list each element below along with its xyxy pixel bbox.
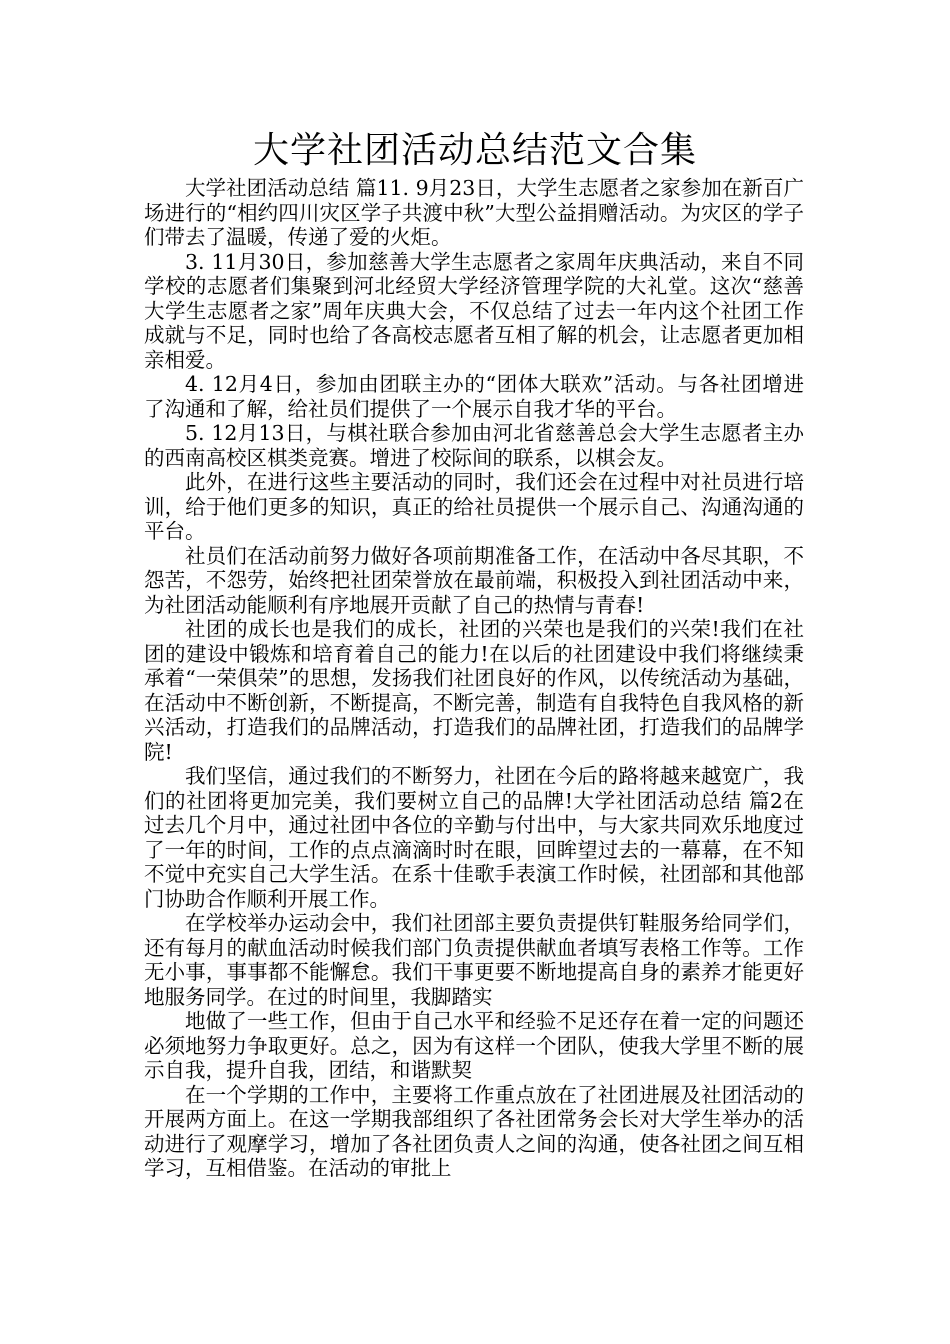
paragraph: 此外，在进行这些主要活动的同时，我们还会在过程中对社员进行培训，给于他们更多的知识，真正的给社员提供一个展示自己、沟通沟通的平台。 [144,470,804,543]
paragraph: 4. 12月4日，参加由团联主办的“团体大联欢”活动。与各社团增进了沟通和了解，给社员们提供了一个展示自我才华的平台。 [144,372,804,421]
paragraph: 社员们在活动前努力做好各项前期准备工作，在活动中各尽其职，不怨苦，不怨劳，始终把社团荣誉放在最前端，积极投入到社团活动中来，为社团活动能顺利有序地展开贡献了自己的热情与青春! [144,543,804,617]
paragraph: 在一个学期的工作中，主要将工作重点放在了社团进展及社团活动的开展两方面上。在这一学期我部组织了各社团常务会长对大学生举办的活动进行了观摩学习，增加了各社团负责人之间的沟通，使各社团之间互相学习，互相借鉴。在活动的审批上 [144,1082,804,1180]
paragraph: 在学校举办运动会中，我们社团部主要负责提供钉鞋服务给同学们，还有每月的献血活动时候我们部门负责提供献血者填写表格工作等。工作无小事，事事都不能懈怠。我们干事更要不断地提高自身的素养才能更好地服务同学。在过的时间里，我脚踏实 [144,911,804,1009]
document-title: 大学社团活动总结范文合集 [252,130,697,171]
paragraph: 地做了一些工作，但由于自己水平和经验不足还存在着一定的问题还必须地努力争取更好。总之，因为有这样一个团队，使我大学里不断的展示自我，提升自我，团结，和谐默契 [144,1009,804,1082]
paragraph: 我们坚信，通过我们的不断努力，社团在今后的路将越来越宽广，我们的社团将更加完美，我们要树立自己的品牌!大学社团活动总结 篇2在过去几个月中，通过社团中各位的辛勤与付出中，与大家共同欢乐地度过了一年的时间，工作的点点滴滴时时在眼，回眸望过去的一幕幕，在不知不觉中充实自己大学生活。在系十佳歌手表演工作时候，社团部和其他部门协助合作顺利开展工作。 [144,764,804,911]
paragraph: 5. 12月13日，与棋社联合参加由河北省慈善总会大学生志愿者主办的西南高校区棋类竞赛。增进了校际间的联系，以棋会友。 [144,421,804,470]
paragraph: 3. 11月30日，参加慈善大学生志愿者之家周年庆典活动，来自不同学校的志愿者们集聚到河北经贸大学经济管理学院的大礼堂。这次“慈善大学生志愿者之家”周年庆典大会，不仅总结了过去一年内这个社团工作成就与不足，同时也给了各高校志愿者互相了解的机会，让志愿者更加相亲相爱。 [144,249,804,372]
paragraph: 社团的成长也是我们的成长，社团的兴荣也是我们的兴荣!我们在社团的建设中锻炼和培育着自己的能力!在以后的社团建设中我们将继续秉承着“一荣俱荣”的思想，发扬我们社团良好的作风，以传统活动为基础，在活动中不断创新，不断提高，不断完善，制造有自我特色自我风格的新兴活动，打造我们的品牌活动，打造我们的品牌社团，打造我们的品牌学院! [144,617,804,764]
paragraph: 大学社团活动总结 篇11. 9月23日，大学生志愿者之家参加在新百广场进行的“相约四川灾区学子共渡中秋”大型公益捐赠活动。为灾区的学子们带去了温暖，传递了爱的火炬。 [144,176,804,249]
document-body [144,176,804,1181]
